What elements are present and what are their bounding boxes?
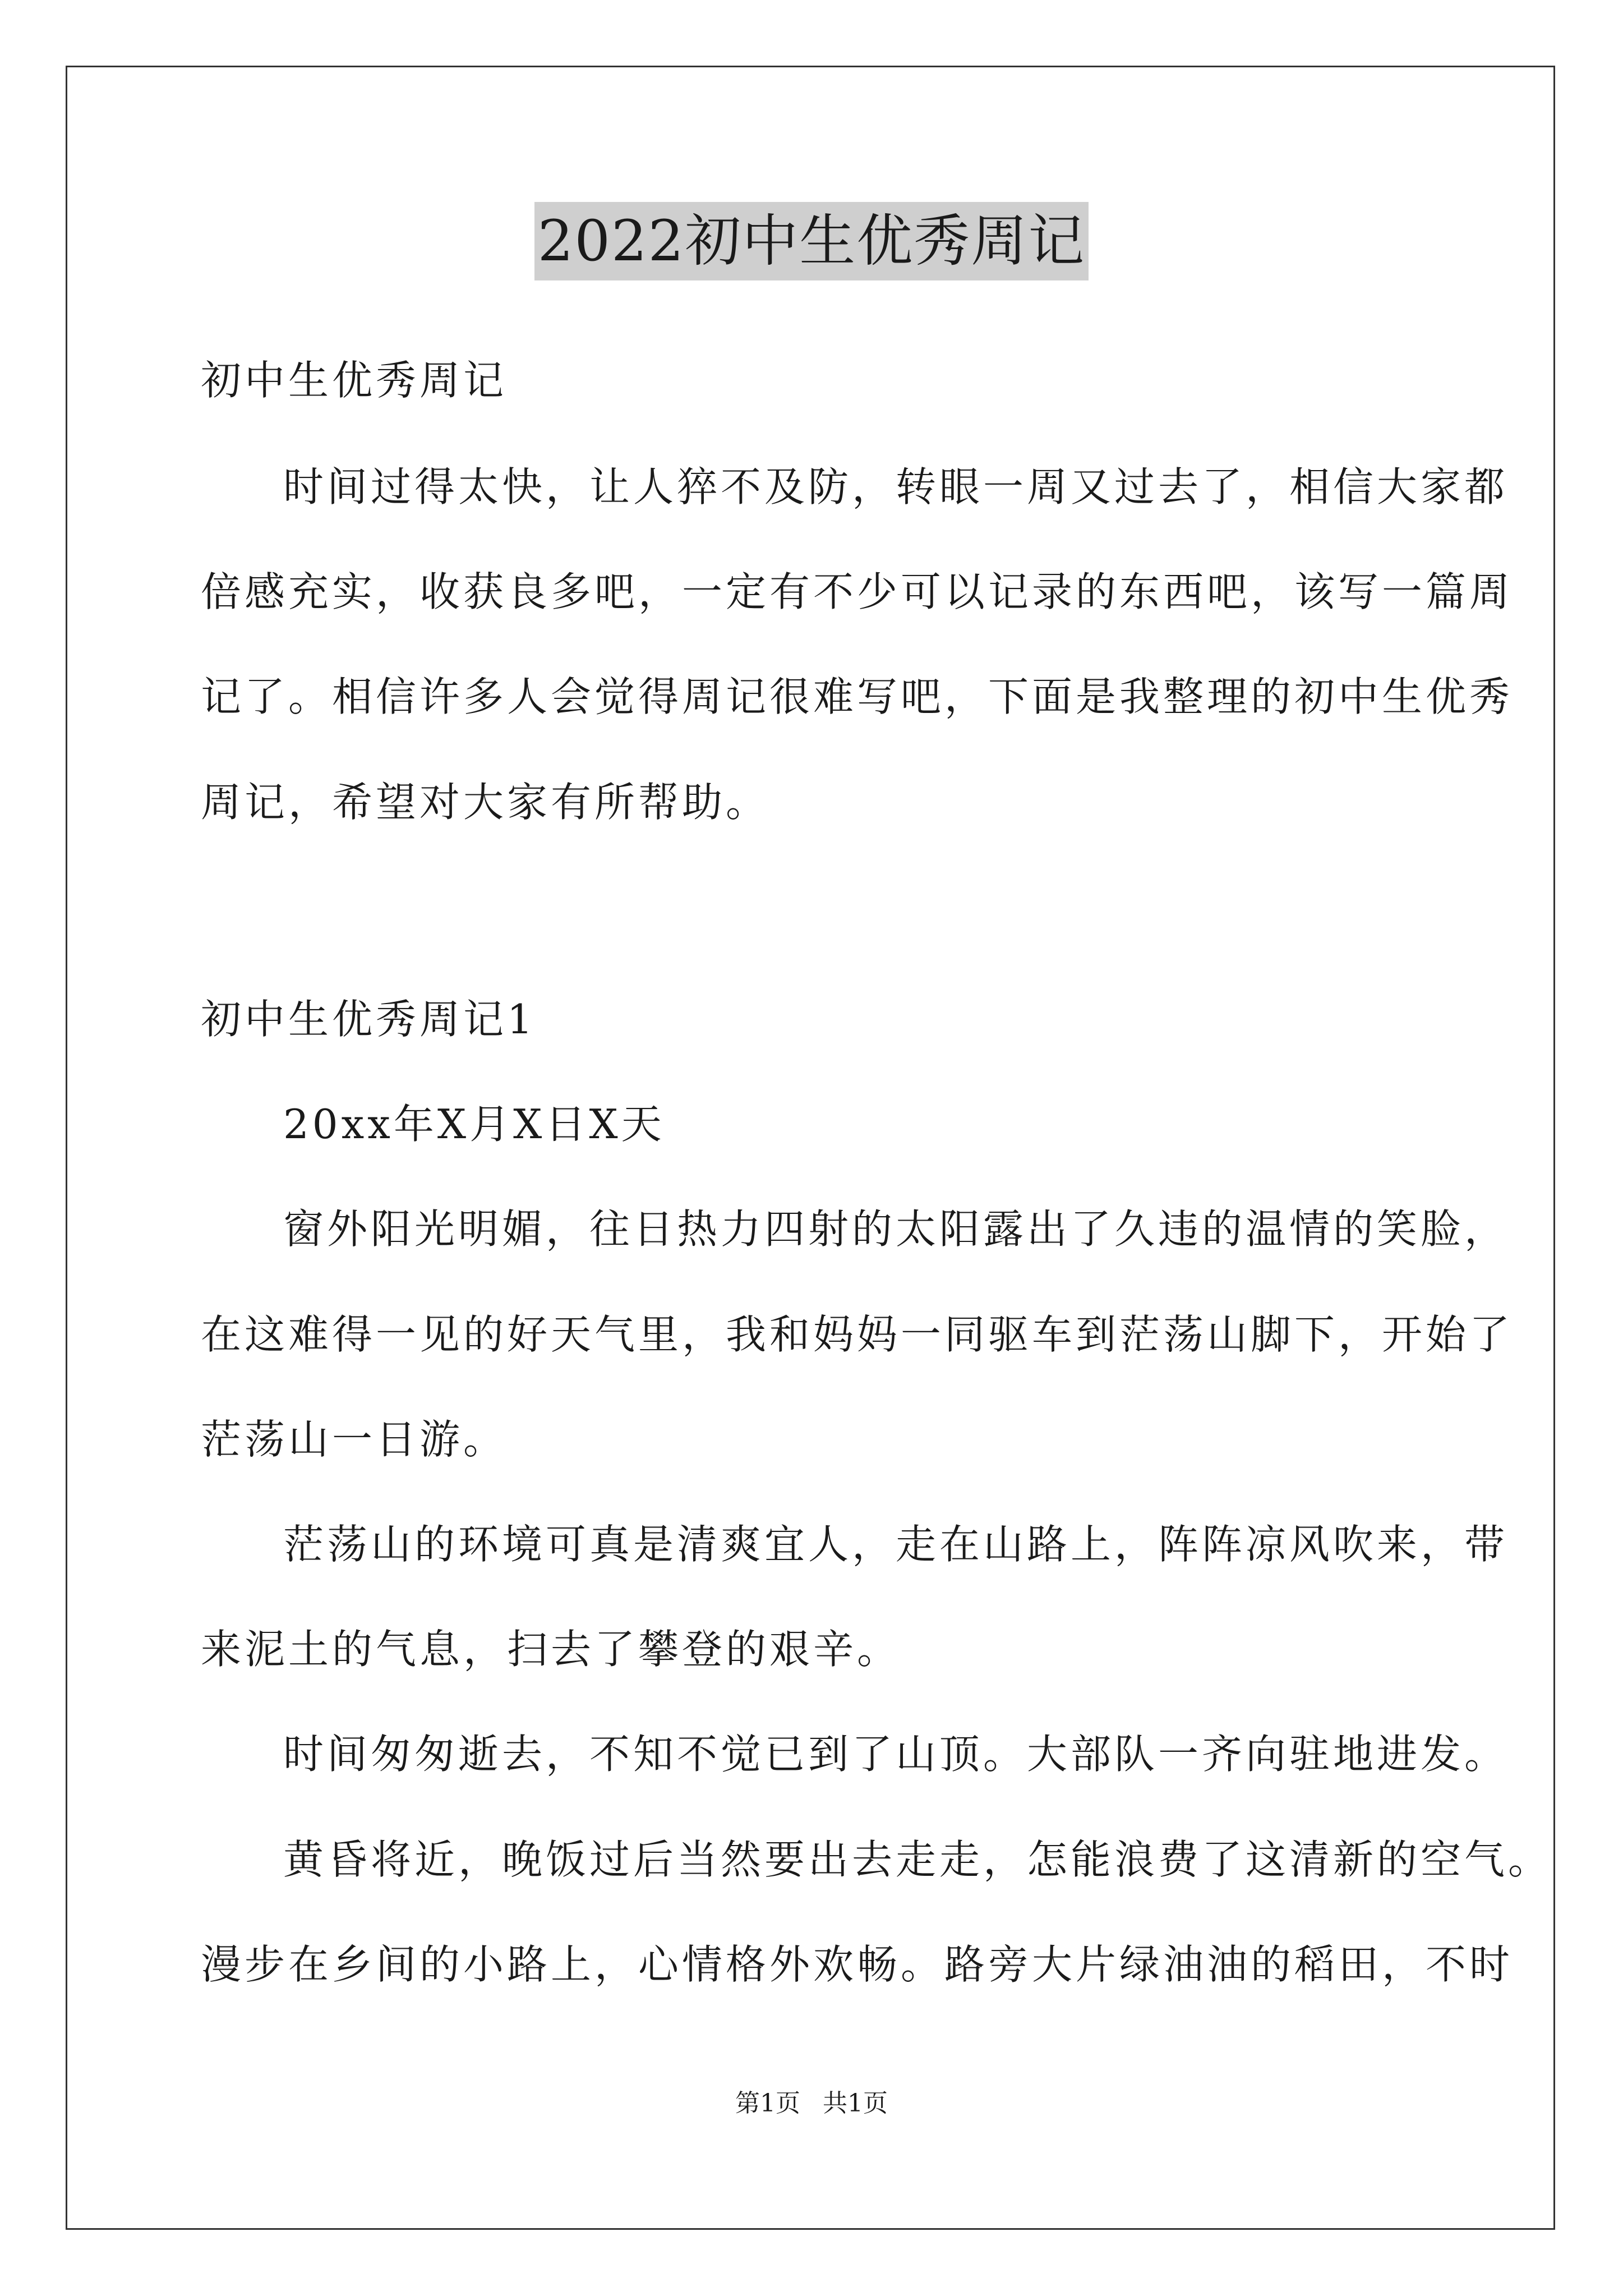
paragraph-line: 在这难得一见的好天气里，我和妈妈一同驱车到茫荡山脚下，开始了 [201, 1311, 1514, 1358]
paragraph-line: 来泥土的气息，扫去了攀登的艰辛。 [201, 1626, 901, 1673]
paragraph-line: 漫步在乡间的小路上，心情格外欢畅。路旁大片绿油油的稻田，不时 [201, 1941, 1514, 1988]
date-line: 20xx年X月X日X天 [283, 1101, 665, 1148]
paragraph-line: 周记，希望对大家有所帮助。 [201, 779, 770, 826]
paragraph-line: 时间过得太快，让人猝不及防，转眼一周又过去了，相信大家都 [283, 463, 1509, 510]
title-container [0, 202, 1623, 280]
paragraph-line: 茫荡山一日游。 [201, 1416, 508, 1463]
paragraph-line: 时间匆匆逝去，不知不觉已到了山顶。大部队一齐向驻地进发。 [283, 1731, 1509, 1778]
page-number: 第1页 [735, 2089, 800, 2118]
section-heading: 初中生优秀周记 [201, 357, 508, 404]
page-total: 共1页 [823, 2089, 888, 2118]
paragraph-line: 黄昏将近，晚饭过后当然要出去走走，怎能浪费了这清新的空气。 [283, 1836, 1552, 1883]
page-footer [0, 2087, 1623, 2120]
paragraph-line: 倍感充实，收获良多吧，一定有不少可以记录的东西吧，该写一篇周 [201, 568, 1514, 615]
paragraph-line: 茫荡山的环境可真是清爽宜人，走在山路上，阵阵凉风吹来，带 [283, 1521, 1509, 1568]
document-title: 2022初中生优秀周记 [534, 202, 1089, 280]
paragraph-line: 记了。相信许多人会觉得周记很难写吧，下面是我整理的初中生优秀 [201, 673, 1514, 720]
paragraph-line: 窗外阳光明媚，往日热力四射的太阳露出了久违的温情的笑脸， [283, 1205, 1509, 1253]
section-heading: 初中生优秀周记1 [201, 996, 536, 1043]
